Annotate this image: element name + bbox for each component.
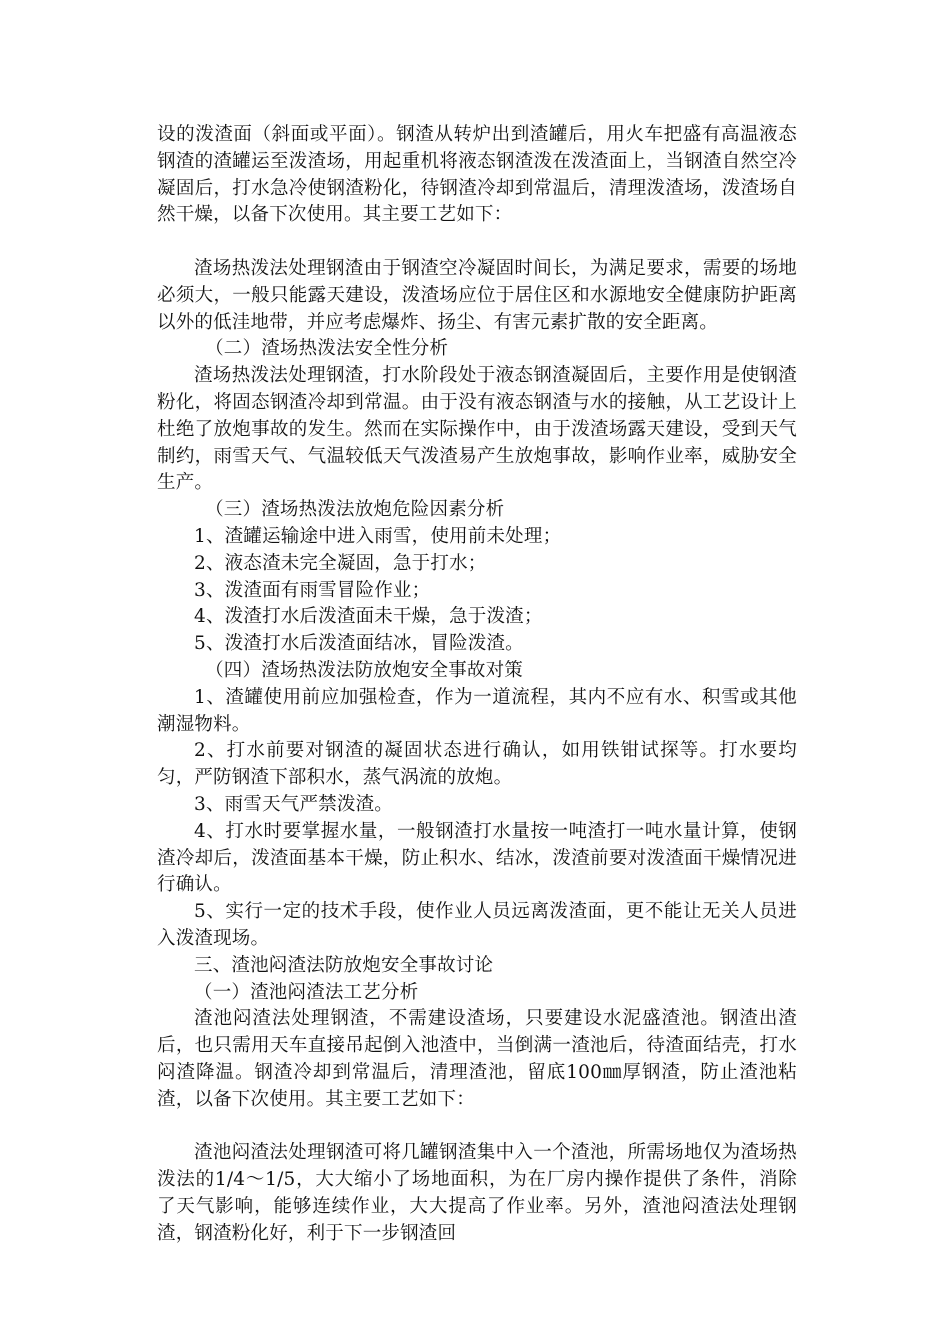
section-heading: （三）渣场热泼法放炮危险因素分析 (205, 499, 505, 521)
blank-line (157, 229, 797, 256)
paragraph: 渣池闷渣法处理钢渣，不需建设渣场，只要建设水泥盛渣池。钢渣出渣后，也只需用天车直接吊起倒入池渣中，当倒满一渣池后，待渣面结壳，打水闷渣降温。钢渣冷却到常温后，清理渣池，留底100㎜厚钢渣，防止渣池粘渣，以备下次使用。其主要工艺如下： (157, 1008, 797, 1110)
list-item: 3、雨雪天气严禁泼渣。 (194, 793, 393, 815)
blank-line (157, 1113, 797, 1140)
section-heading: （二）渣场热泼法安全性分析 (205, 338, 449, 360)
list-item: 1、渣罐使用前应加强检查，作为一道流程，其内不应有水、积雪或其他潮湿物料。 (157, 686, 797, 735)
list-item: 5、泼渣打水后泼渣面结冰，冒险泼渣。 (194, 633, 524, 655)
list-item: 4、泼渣打水后泼渣面未干燥，急于泼渣； (194, 606, 543, 628)
paragraph: 设的泼渣面（斜面或平面）。钢渣从转炉出到渣罐后，用火车把盛有高温液态钢渣的渣罐运至泼渣场，用起重机将液态钢渣泼在泼渣面上，当钢渣自然空冷凝固后，打水急冷使钢渣粉化，待钢渣冷却到常温后，清理泼渣场，泼渣场自然干燥，以备下次使用。其主要工艺如下： (157, 124, 797, 226)
list-item: 4、打水时要掌握水量，一般钢渣打水量按一吨渣打一吨水量计算，使钢渣冷却后，泼渣面基本干燥，防止积水、结冰，泼渣前要对泼渣面干燥情况进行确认。 (157, 820, 797, 896)
list-item: 2、打水前要对钢渣的凝固状态进行确认，如用铁钳试探等。打水要均匀，严防钢渣下部积水，蒸气涡流的放炮。 (157, 740, 797, 789)
section-heading: （四）渣场热泼法防放炮安全事故对策 (205, 659, 523, 681)
document-body (157, 122, 797, 1247)
list-item: 2、液态渣未完全凝固，急于打水； (194, 552, 487, 574)
section-heading: 三、渣池闷渣法防放炮安全事故讨论 (194, 954, 494, 976)
paragraph: 渣场热泼法处理钢渣由于钢渣空冷凝固时间长，为满足要求，需要的场地必须大，一般只能露天建设，泼渣场应位于居住区和水源地安全健康防护距离以外的低洼地带，并应考虑爆炸、扬尘、有害元素扩散的安全距离。 (157, 257, 797, 333)
paragraph: 渣池闷渣法处理钢渣可将几罐钢渣集中入一个渣池，所需场地仅为渣场热泼法的1/4～1/5，大大缩小了场地面积，为在厂房内操作提供了条件，消除了天气影响，能够连续作业，大大提高了作业率。另外，渣池闷渣法处理钢渣，钢渣粉化好，利于下一步钢渣回 (157, 1142, 797, 1244)
paragraph: 渣场热泼法处理钢渣，打水阶段处于液态钢渣凝固后，主要作用是使钢渣粉化，将固态钢渣冷却到常温。由于没有液态钢渣与水的接触，从工艺设计上杜绝了放炮事故的发生。然而在实际操作中，由于泼渣场露天建设，受到天气制约，雨雪天气、气温较低天气泼渣易产生放炮事故，影响作业率，威胁安全生产。 (157, 365, 797, 494)
section-heading: （一）渣池闷渣法工艺分析 (194, 981, 419, 1003)
list-item: 5、实行一定的技术手段，使作业人员远离泼渣面，更不能让无关人员进入泼渣现场。 (157, 901, 797, 949)
list-item: 1、渣罐运输途中进入雨雪，使用前未处理； (194, 525, 562, 547)
list-item: 3、泼渣面有雨雪冒险作业； (194, 579, 431, 601)
